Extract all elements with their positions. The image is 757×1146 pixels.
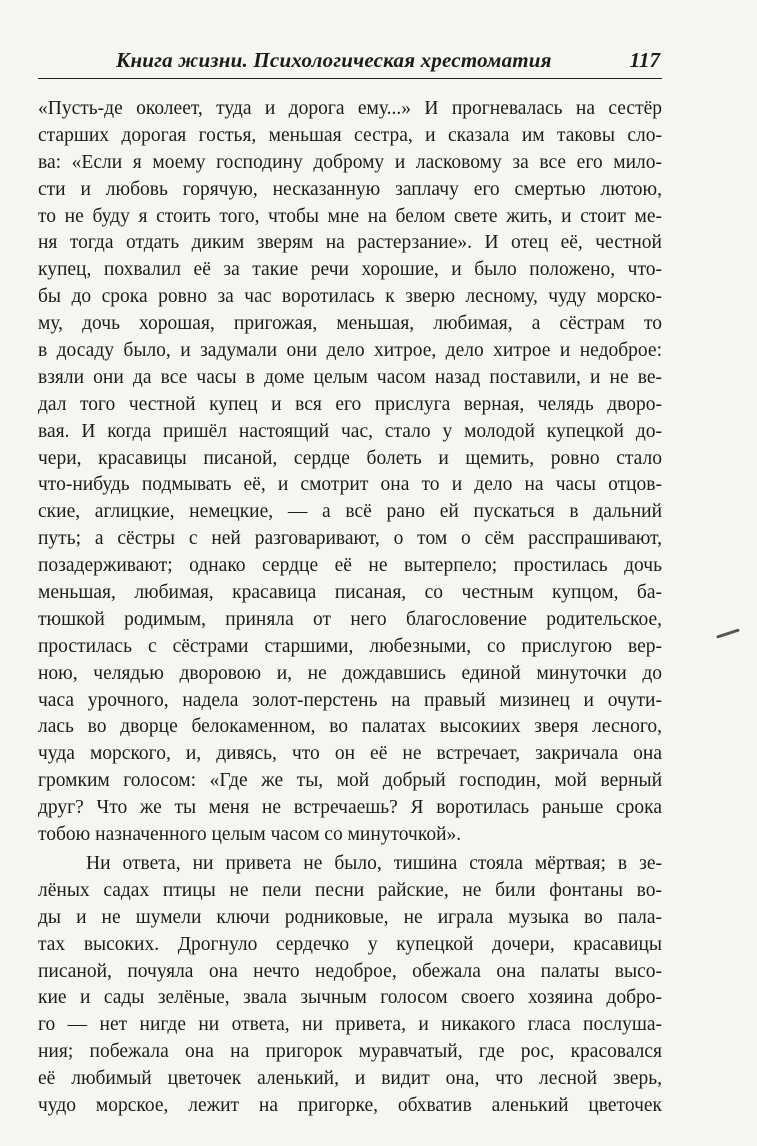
text-line: что-нибудь подмывать её, и смотрит она то и дело на часы отцов- <box>38 474 662 496</box>
paragraph <box>38 851 662 1120</box>
text-line: в досаду было, и задумали они дело хитрое, дело хитрое и недоброе: <box>38 340 662 362</box>
body-text <box>38 96 662 1120</box>
scan-mark <box>716 628 740 638</box>
text-line: лёных садах птицы не пели песни райские, не били фонтаны во- <box>38 879 662 901</box>
text-line: простилась с сёстрами старшими, любезными, со прислугою вер- <box>38 635 662 657</box>
text-line: кие и сады зелёные, звала зычным голосом своего хозяина добро- <box>38 987 662 1009</box>
text-line: позадерживают; однако сердце её не вытерпело; простилась дочь <box>38 555 662 577</box>
text-line: тобою назначенного целым часом со минуточкой». <box>38 824 462 846</box>
text-line: го — нет нигде ни ответа, ни привета, и никакого гласа послуша- <box>38 1014 662 1036</box>
text-line: ня тогда отдать диким зверям на растерзание». И отец её, честной <box>38 232 662 254</box>
text-line: то не буду я стоить того, чтобы мне на белом свете жить, и стоит ме- <box>38 205 662 227</box>
text-line: ною, челядью дворовою и, не дождавшись единой минуточки до <box>38 662 662 684</box>
text-line: ва: «Если я моему господину доброму и ласковому за все его мило- <box>38 151 662 173</box>
text-line: вая. И когда пришёл настоящий час, стало у молодой купецкой до- <box>38 420 662 442</box>
text-line: писаной, почуяла она нечто недоброе, обежала она палаты высо- <box>38 960 662 982</box>
text-line: взяли они да все часы в доме целым часом назад поставили, и не ве- <box>38 366 662 388</box>
text-line: меньшая, любимая, красавица писаная, со честным купцом, ба- <box>38 582 662 604</box>
text-line: лась во дворце белокаменном, во палатах высокиих зверя лесного, <box>38 716 662 738</box>
text-line: Ни ответа, ни привета не было, тишина стояла мёртвая; в зе- <box>86 852 662 874</box>
running-header <box>38 44 662 79</box>
page-number: 117 <box>629 48 660 72</box>
text-line: му, дочь хорошая, пригожая, меньшая, любимая, а сёстрам то <box>38 313 662 335</box>
text-line: чудо морское, лежит на пригорке, обхватив аленький цветочек <box>38 1094 662 1116</box>
text-line: дал того честной купец и вся его прислуга верная, челядь дворо- <box>38 393 662 415</box>
text-line: сти и любовь горячую, несказанную заплачу его смертью лютою, <box>38 178 662 200</box>
text-line: «Пусть-де околеет, туда и дорога ему...» И прогневалась на сестёр <box>38 98 662 119</box>
running-title: Книга жизни. Психологическая хрестоматия <box>116 48 552 72</box>
text-line: ские, аглицкие, немецкие, — а всё рано ей пускаться в дальний <box>38 501 662 523</box>
text-line: чери, красавицы писаной, сердце болеть и щемить, ровно стало <box>38 447 662 469</box>
text-line: путь; а сёстры с ней разговаривают, о том о сём расспрашивают, <box>38 528 662 550</box>
text-line: чуда морского, и, дивясь, что он её не встречает, закричала она <box>38 743 662 765</box>
text-line: старших дорогая гостья, меньшая сестра, и сказала им таковы сло- <box>38 124 662 146</box>
text-line: тюшкой родимым, приняла от него благословение родительское, <box>38 608 662 630</box>
text-line: купец, похвалил её за такие речи хорошие, и было положено, что- <box>38 259 662 281</box>
text-line: друг? Что же ты меня не встречаешь? Я воротилась раньше срока <box>38 797 662 819</box>
text-line: ды и не шумели ключи родниковые, не играла музыка во пала- <box>38 906 662 928</box>
text-line: её любимый цветочек аленький, и видит она, что лесной зверь, <box>38 1068 662 1090</box>
text-line: ния; побежала она на пригорок муравчатый, где рос, красовался <box>38 1041 662 1063</box>
paragraph <box>38 96 662 849</box>
text-line: тах высоких. Дрогнуло сердечко у купецкой дочери, красавицы <box>38 933 662 955</box>
text-line: бы до срока ровно за час воротилась к зверю лесному, чуду морско- <box>38 286 662 308</box>
text-line: часа урочного, надела золот-перстень на правый мизинец и очути- <box>38 689 662 711</box>
text-line: громким голосом: «Где же ты, мой добрый господин, мой верный <box>38 770 662 792</box>
